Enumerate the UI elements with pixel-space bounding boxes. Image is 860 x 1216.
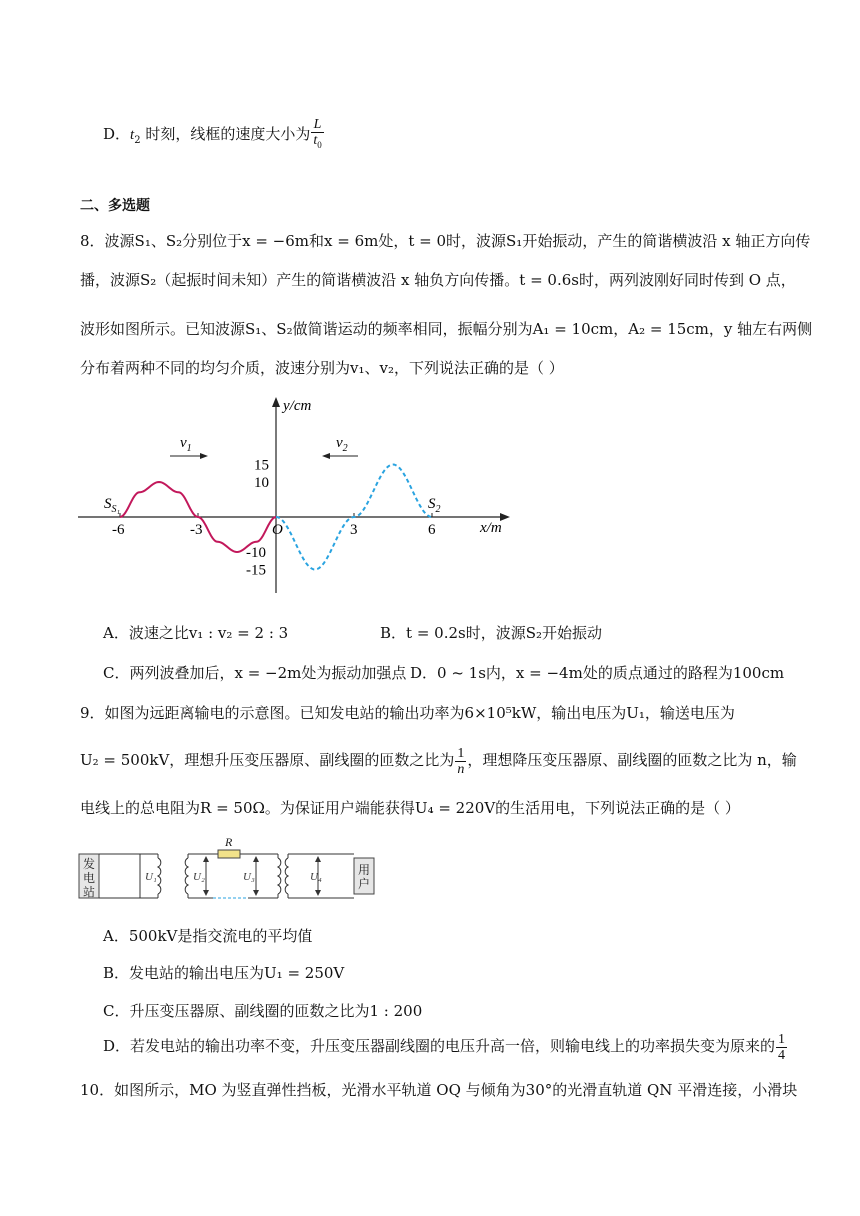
s2-label: $S_2$ [428,496,441,515]
v2-label: $v_2$ [336,435,348,454]
resistor-label: R [225,836,233,849]
q8-option-a: A．波速之比v₁ : v₂ = 2 : 3 [103,624,289,642]
q8-line-3: 波形如图所示。已知波源S₁、S₂做简谐运动的频率相同，振幅分别为A₁ = 10cm，A₂ = 15cm，y 轴左右两侧 [80,320,813,338]
q9-option-d: D．若发电站的输出功率不变，升压变压器副线圈的电压升高一倍，则输电线上的功率损失变为原来的 $\frac{1}{4}$ [103,1031,786,1063]
x-tick-labels [112,522,436,538]
user-label: 用户 [358,863,371,891]
s1-label: $S_{S_1}$ [104,496,120,515]
y-tick-label: -10 [246,545,266,561]
q10-line-1: 10．如图所示，MO 为竖直弹性挡板，光滑水平轨道 OQ 与倾角为30°的光滑直轨道 QN 平滑连接，小滑块 [80,1081,798,1099]
q8-option-c: C．两列波叠加后，x = −2m处为振动加强点 [103,664,407,682]
q9-option-c: C．升压变压器原、副线圈的匝数之比为1 : 200 [103,1002,423,1020]
x-tick-label: O [272,522,283,538]
q8-line-1: 8．波源S₁、S₂分别位于x = −6m和x = 6m处，t = 0时，波源S₁开始振动，产生的简谐横波沿 x 轴正方向传 [80,232,811,250]
v2-arrow-head [322,453,330,459]
q8-option-b: B．t = 0.2s时，波源S₂开始振动 [380,624,602,642]
q9-line-1: 9．如图为远距离输电的示意图。已知发电站的输出功率为6×10⁵kW，输出电压为U₁，输送电压为 [80,704,735,722]
q9-line-3: 电线上的总电阻为R = 50Ω。为保证用户端能获得U₄ = 220V的生活用电，下列说法正确的是（ ） [80,799,740,817]
q8-line-2: 播，波源S₂（起振时间未知）产生的简谐横波沿 x 轴负方向传播。t = 0.6s时，两列波刚好同时传到 O 点， [80,271,796,289]
u2-label: U₂ [193,871,205,883]
wave-chart [70,393,530,603]
x-tick-label: 6 [428,522,436,538]
q8-line-4: 分布着两种不同的均匀介质，波速分别为v₁、v₂，下列说法正确的是（ ） [80,359,564,377]
x-axis-label: x/m [480,520,502,536]
q7-option-d: D．$t_2$ 时刻，线框的速度大小为 $\frac{L}{t_0}$ [103,117,325,155]
x-tick-label: 3 [350,522,358,538]
q9-ratio-fraction: $\frac{1}{n}$ [457,745,465,777]
station-label: 发电站 [83,857,96,899]
x-tick-label: -6 [112,522,125,538]
resistor-r [218,850,240,858]
q9-option-a: A．500kV是指交流电的平均值 [103,927,313,945]
q9-option-b: B．发电站的输出电压为U₁ = 250V [103,964,345,982]
y-tick-label: 10 [254,475,269,491]
v1-arrow-head [200,453,208,459]
y-tick-label: 15 [254,457,269,474]
y-tick-labels [246,458,269,579]
y-axis-label: y/cm [283,398,312,414]
q8-option-d: D．0 ~ 1s内，x = −4m处的质点通过的路程为100cm [410,664,785,682]
u1-label: U₁ [145,871,157,883]
v1-label: $v_1$ [180,435,192,454]
q9-line-2: U₂ = 500kV，理想升压变压器原、副线圈的匝数之比为 $\frac{1}{n}$ ，理想降压变压器原、副线圈的匝数之比为 n，输 [80,745,797,777]
y-axis-arrow [272,397,280,407]
y-tick-label: -15 [246,562,266,579]
u4-label: U₄ [310,871,322,883]
axes [78,397,510,593]
transmission-circuit [78,836,378,912]
q9-d-fraction: $\frac{1}{4}$ [778,1031,786,1063]
q7-fraction: $\frac{L}{t_0}$ [313,117,322,150]
section-title: 二、多选题 [80,198,150,214]
x-tick-label: -3 [190,522,203,538]
u3-label: U₃ [243,871,255,883]
